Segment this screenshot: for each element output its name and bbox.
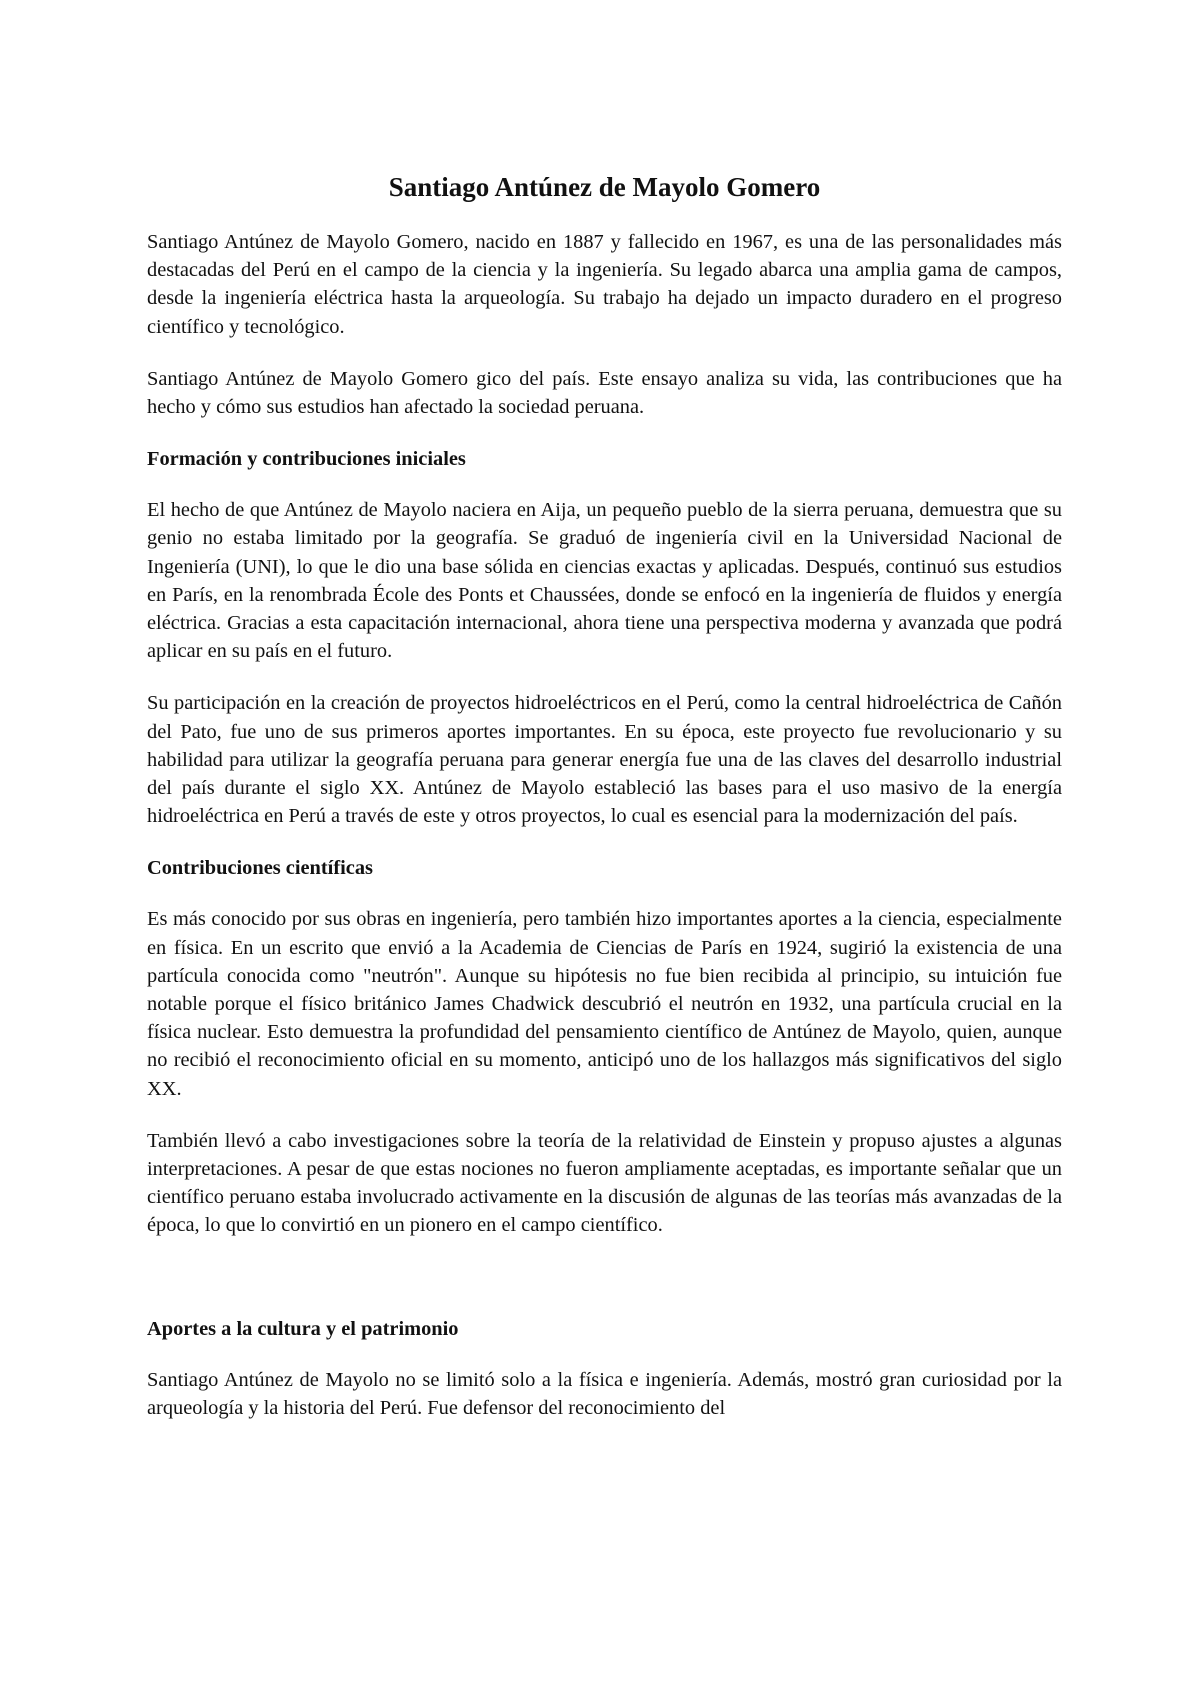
intro-paragraph-1: Santiago Antúnez de Mayolo Gomero, nacido en 1887 y fallecido en 1967, es una de las personalidades más destacadas del Perú en el campo de la ciencia y la ingeniería. Su legado abarca una amplia gama de campos, desde la ingeniería eléctrica hasta la arqueología. Su trabajo ha dejado un impacto duradero en el progreso científico y tecnológico. bbox=[147, 231, 1062, 338]
section-heading-formacion: Formación y contribuciones iniciales bbox=[147, 448, 466, 471]
contribuciones-paragraph-1: Es más conocido por sus obras en ingeniería, pero también hizo importantes aportes a la ciencia, especialmente en física. En un escrito que envió a la Academia de Ciencias de París en 1924, sugirió la existencia de una partícula conocida como "neutrón". Aunque su hipótesis no fue bien recibida al principio, su intuición fue notable porque el físico británico James Chadwick descubrió el neutrón en 1932, una partícula crucial en la física nuclear. Esto demuestra la profundidad del pensamiento científico de Antúnez de Mayolo, quien, aunque no recibió el reconocimiento oficial en su momento, anticipó uno de los hallazgos más significativos del siglo XX. bbox=[147, 908, 1062, 1100]
intro-paragraph-2: Santiago Antúnez de Mayolo Gomero gico del país. Este ensayo analiza su vida, las contribuciones que ha hecho y cómo sus estudios han afectado la sociedad peruana. bbox=[147, 367, 1062, 419]
contribuciones-paragraph-2: También llevó a cabo investigaciones sobre la teoría de la relatividad de Einstein y propuso ajustes a algunas interpretaciones. A pesar de que estas nociones no fueron ampliamente aceptadas, es importante señalar que un científico peruano estaba involucrado activamente en la discusión de algunas de las teorías más avanzadas de la época, lo que lo convirtió en un pionero en el campo científico. bbox=[147, 1129, 1062, 1237]
formacion-paragraph-2: Su participación en la creación de proyectos hidroeléctricos en el Perú, como la central hidroeléctrica de Cañón del Pato, fue uno de sus primeros aportes importantes. En su época, este proyecto fue revolucionario y su habilidad para utilizar la geografía peruana para generar energía fue una de las claves del desarrollo industrial del país durante el siglo XX. Antúnez de Mayolo estableció las bases para el uso masivo de la energía hidroeléctrica en Perú a través de este y otros proyectos, lo cual es esencial para la modernización del país. bbox=[147, 692, 1062, 828]
section-heading-contribuciones: Contribuciones científicas bbox=[147, 857, 373, 880]
section-heading-aportes: Aportes a la cultura y el patrimonio bbox=[147, 1317, 459, 1340]
document-title: Santiago Antúnez de Mayolo Gomero bbox=[388, 172, 821, 202]
aportes-paragraph-1: Santiago Antúnez de Mayolo no se limitó solo a la física e ingeniería. Además, mostró gran curiosidad por la arqueología y la historia del Perú. Fue defensor del reconocimiento del bbox=[147, 1368, 1062, 1419]
document-page bbox=[147, 170, 1062, 1446]
formacion-paragraph-1: El hecho de que Antúnez de Mayolo naciera en Aija, un pequeño pueblo de la sierra peruana, demuestra que su genio no estaba limitado por la geografía. Se graduó de ingeniería civil en la Universidad Nacional de Ingeniería (UNI), lo que le dio una base sólida en ciencias exactas y aplicadas. Después, continuó sus estudios en París, en la renombrada École des Ponts et Chaussées, donde se enfocó en la ingeniería de fluidos y energía eléctrica. Gracias a esta capacitación internacional, ahora tiene una perspectiva moderna y avanzada que podrá aplicar en su país en el futuro. bbox=[147, 499, 1062, 663]
